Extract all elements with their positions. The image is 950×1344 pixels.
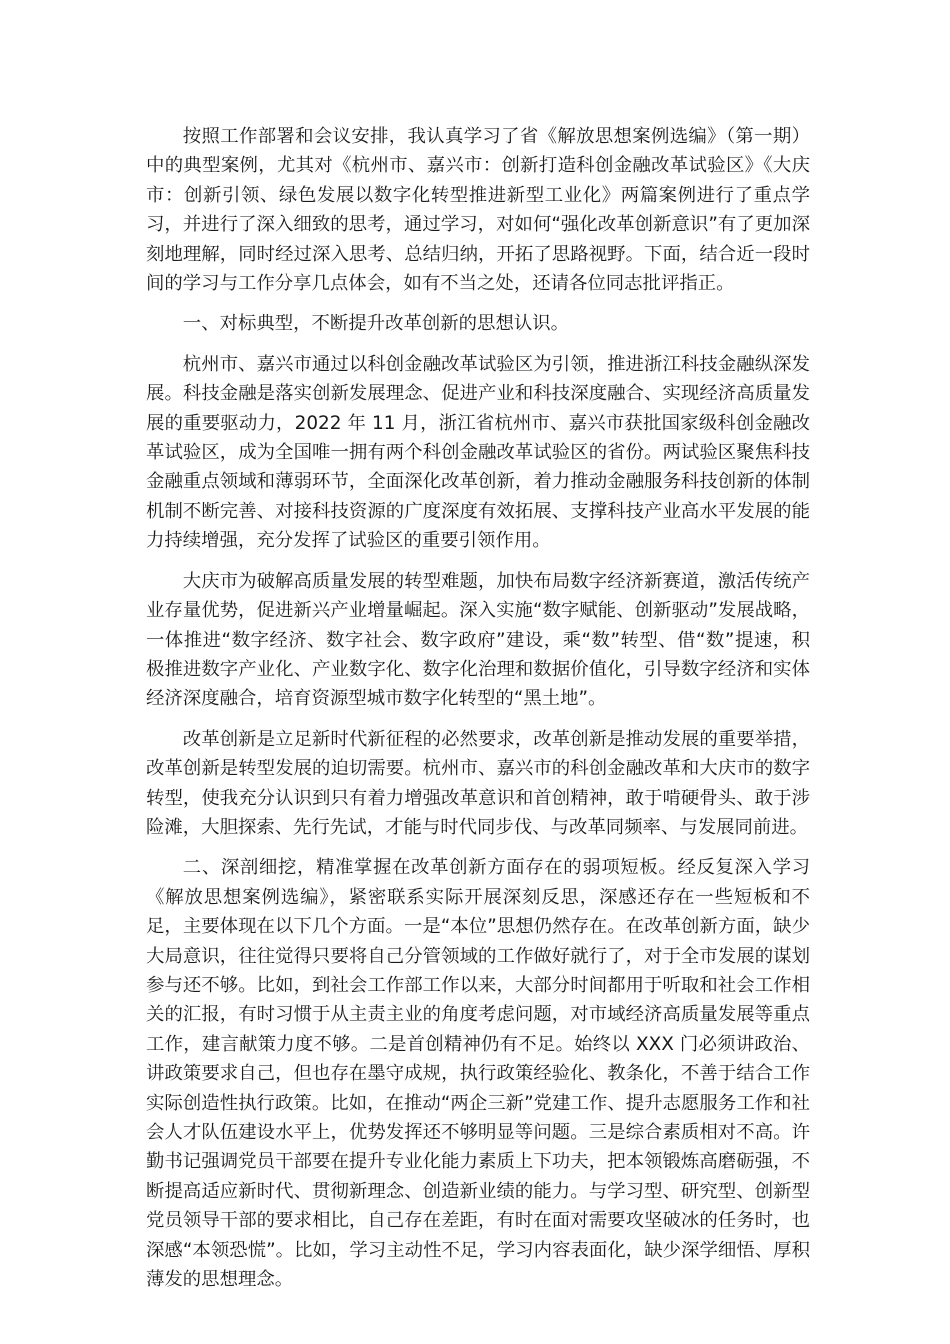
- hangzhou-paragraph: 杭州市、嘉兴市通过以科创金融改革试验区为引领，推进浙江科技金融纵深发展。科技金融是落实创新发展理念、促进产业和科技深度融合、实现经济高质量发展的重要驱动力，2022 年 11 月，浙江省杭州市、嘉兴市获批国家级科创金融改革试验区，成为全国唯一拥有两个科创金融改革试验区的省份。两试验区聚焦科技金融重点领域和薄弱环节，全面深化改革创新，着力推动金融服务科技创新的体制机制不断完善、对接科技资源的广度深度有效拓展、支撑科技产业高水平发展的能力持续增强，充分发挥了试验区的重要引领作用。: [146, 353, 810, 552]
- section-2-paragraph: 二、深剖细挖，精准掌握在改革创新方面存在的弱项短板。经反复深入学习《解放思想案例选编》，紧密联系实际开展深刻反思，深感还存在一些短板和不足，主要体现在以下几个方面。一是“本位”思想仍然存在。在改革创新方面，缺少大局意识，往往觉得只要将自己分管领域的工作做好就行了，对于全市发展的谋划参与还不够。比如，到社会工作部工作以来，大部分时间都用于听取和社会工作相关的汇报，有时习惯于从主责主业的角度考虑问题，对市域经济高质量发展等重点工作，建言献策力度不够。二是首创精神仍有不足。始终以 XXX 门必须讲政治、讲政策要求自己，但也存在墨守成规，执行政策经验化、教条化，不善于结合工作实际创造性执行政策。比如，在推动“两企三新”党建工作、提升志愿服务工作和社会人才队伍建设水平上，优势发挥还不够明显等问题。三是综合素质相对不高。许勤书记强调党员干部要在提升专业化能力素质上下功夫，把本领锻炼高磨砺强，不断提高适应新时代、贯彻新理念、创造新业绩的能力。与学习型、研究型、创新型党员领导干部的要求相比，自己存在差距，有时在面对需要攻坚破冰的任务时，也深感“本领恐慌”。比如，学习主动性不足，学习内容表面化，缺少深学细悟、厚积薄发的思想理念。: [146, 857, 810, 1291]
- intro-paragraph: 按照工作部署和会议安排，我认真学习了省《解放思想案例选编》（第一期）中的典型案例，尤其对《杭州市、嘉兴市：创新打造科创金融改革试验区》《大庆市：创新引领、绿色发展以数字化转型推进新型工业化》两篇案例进行了重点学习，并进行了深入细致的思考，通过学习，对如何“强化改革创新意识”有了更加深刻地理解，同时经过深入思考、总结归纳，开拓了思路视野。下面，结合近一段时间的学习与工作分享几点体会，如有不当之处，还请各位同志批评指正。: [146, 126, 810, 295]
- section-heading-1: 一、对标典型，不断提升改革创新的思想认识。: [182, 313, 570, 335]
- document-page: [146, 122, 810, 1305]
- reform-paragraph: 改革创新是立足新时代新征程的必然要求，改革创新是推动发展的重要举措，改革创新是转型发展的迫切需要。杭州市、嘉兴市的科创金融改革和大庆市的数字转型，使我充分认识到只有着力增强改革意识和首创精神，敢于啃硬骨头、敢于涉险滩，大胆探索、先行先试，才能与时代同步伐、与改革同频率、与发展同前进。: [146, 728, 810, 838]
- daqing-paragraph: 大庆市为破解高质量发展的转型难题，加快布局数字经济新赛道，激活传统产业存量优势，促进新兴产业增量崛起。深入实施“数字赋能、创新驱动”发展战略，一体推进“数字经济、数字社会、数字政府”建设，乘“数”转型、借“数”提速，积极推进数字产业化、产业数字化、数字化治理和数据价值化，引导数字经济和实体经济深度融合，培育资源型城市数字化转型的“黑土地”。: [146, 570, 810, 710]
